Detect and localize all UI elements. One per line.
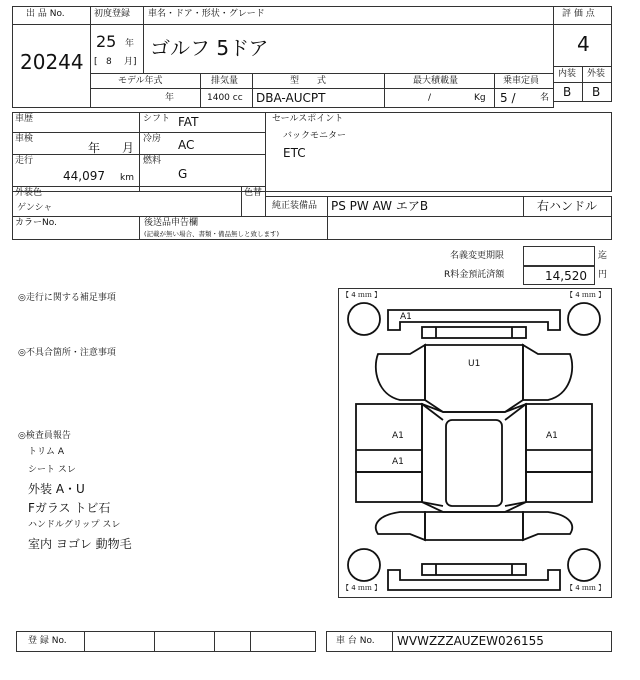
capacity-unit: 名 [540,93,550,103]
sales-points-label: セールスポイント [272,114,344,124]
mark-hood: U1 [468,359,481,369]
options-label: 純正装備品 [272,201,318,211]
exterior-grade: B [592,85,601,99]
displacement-label: 排気量 [211,76,239,86]
handle-value: 右ハンドル [537,199,598,213]
capacity-value: 5 / [500,91,516,105]
defects-label: ◎不具合箇所・注意事項 [18,348,116,358]
car-name-label: 車名・ドア・形状・グレード [148,9,265,19]
inspector-line-2: シート スレ [28,465,76,475]
recycle-amount: 14,520 [545,269,587,283]
aftermarket-label: 後送品申告欄 [144,218,199,228]
type-value: DBA-AUCPT [256,91,326,105]
chassis-no-value: WVWZZZAUZEW026155 [397,634,544,648]
max-load-slash: / [428,93,432,103]
type-label: 型 式 [290,76,327,86]
mark-left-rear-door: A1 [392,457,404,467]
lot-number: 20244 [20,50,84,74]
sales-point-2: ETC [283,146,306,160]
displacement-value: 1400 cc [207,93,243,103]
score-label: 評 価 点 [562,9,595,19]
fuel-label: 燃料 [143,156,162,166]
registration-no-label: 登 録 No. [28,636,67,646]
tire-front-left: 【 4 ｍｍ 】 [342,291,382,299]
inspection-label: 車検 [15,134,34,144]
model-year-label: モデル年式 [118,76,163,86]
score-value: 4 [577,32,590,56]
interior-grade: B [563,85,572,99]
inspector-line-6: 室内 ヨゴレ 動物毛 [28,537,132,551]
tire-rear-left: 【 4 ｍｍ 】 [342,584,382,592]
shift-value: FAT [178,115,199,129]
exterior-color-value: ゲンシャ [17,203,53,213]
name-change-unit: 迄 [598,251,608,261]
month-bracket-open: [ [94,57,98,67]
first-registration-month: 8 [106,57,112,67]
aftermarket-note: (記載が無い場合、書類・備品無しと致します) [144,230,280,238]
car-name: ゴルフ 5ドア [150,36,269,60]
exterior-label: 外装 [587,69,606,79]
fuel-value: G [178,167,188,181]
driving-remarks-label: ◎走行に関する補足事項 [18,293,116,303]
model-year-unit: 年 [165,93,175,103]
inspection-month-unit: 月 [122,141,135,155]
repaint-label: 色替 [244,188,263,198]
history-label: 車歴 [15,114,34,124]
inspector-line-4: Fガラス トビ石 [28,501,111,515]
inspector-label: ◎検査員報告 [18,431,71,441]
max-load-unit: Kg [474,93,486,103]
ac-value: AC [178,138,195,152]
color-no-label: カラーNo. [15,218,57,228]
sales-point-1: バックモニター [283,131,347,141]
mark-left-front-door: A1 [392,431,404,441]
options-value: PS PW AW エアB [331,199,429,213]
inspector-line-3: 外装 A・U [28,482,85,496]
capacity-label: 乗車定員 [503,76,540,86]
max-load-label: 最大積載量 [413,76,459,86]
shift-label: シフト [143,114,171,124]
inspector-line-5: ハンドルグリップ スレ [28,520,121,530]
ac-label: 冷房 [143,134,162,144]
inspection-year-unit: 年 [88,141,101,155]
interior-label: 内装 [558,69,577,79]
recycle-unit: 円 [598,270,608,280]
tire-front-right: 【 4 ｍｍ 】 [566,291,606,299]
name-change-label: 名義変更期限 [450,251,505,261]
chassis-no-label: 車 台 No. [336,636,375,646]
first-registration-year: 25 [96,32,117,51]
mileage-value: 44,097 [63,169,105,183]
exterior-color-label: 外装色 [15,188,43,198]
first-registration-label: 初度登録 [94,9,131,19]
mark-right-front-door: A1 [546,431,558,441]
inspector-line-1: トリム A [28,447,65,457]
mileage-label: 走行 [15,156,34,166]
mileage-unit: km [120,173,134,183]
recycle-label: R料金預託済額 [444,270,505,280]
lot-number-label: 出 品 No. [26,9,65,19]
mark-front-bumper: A1 [400,312,412,322]
tire-rear-right: 【 4 ｍｍ 】 [566,584,606,592]
month-unit: 月] [124,57,137,67]
